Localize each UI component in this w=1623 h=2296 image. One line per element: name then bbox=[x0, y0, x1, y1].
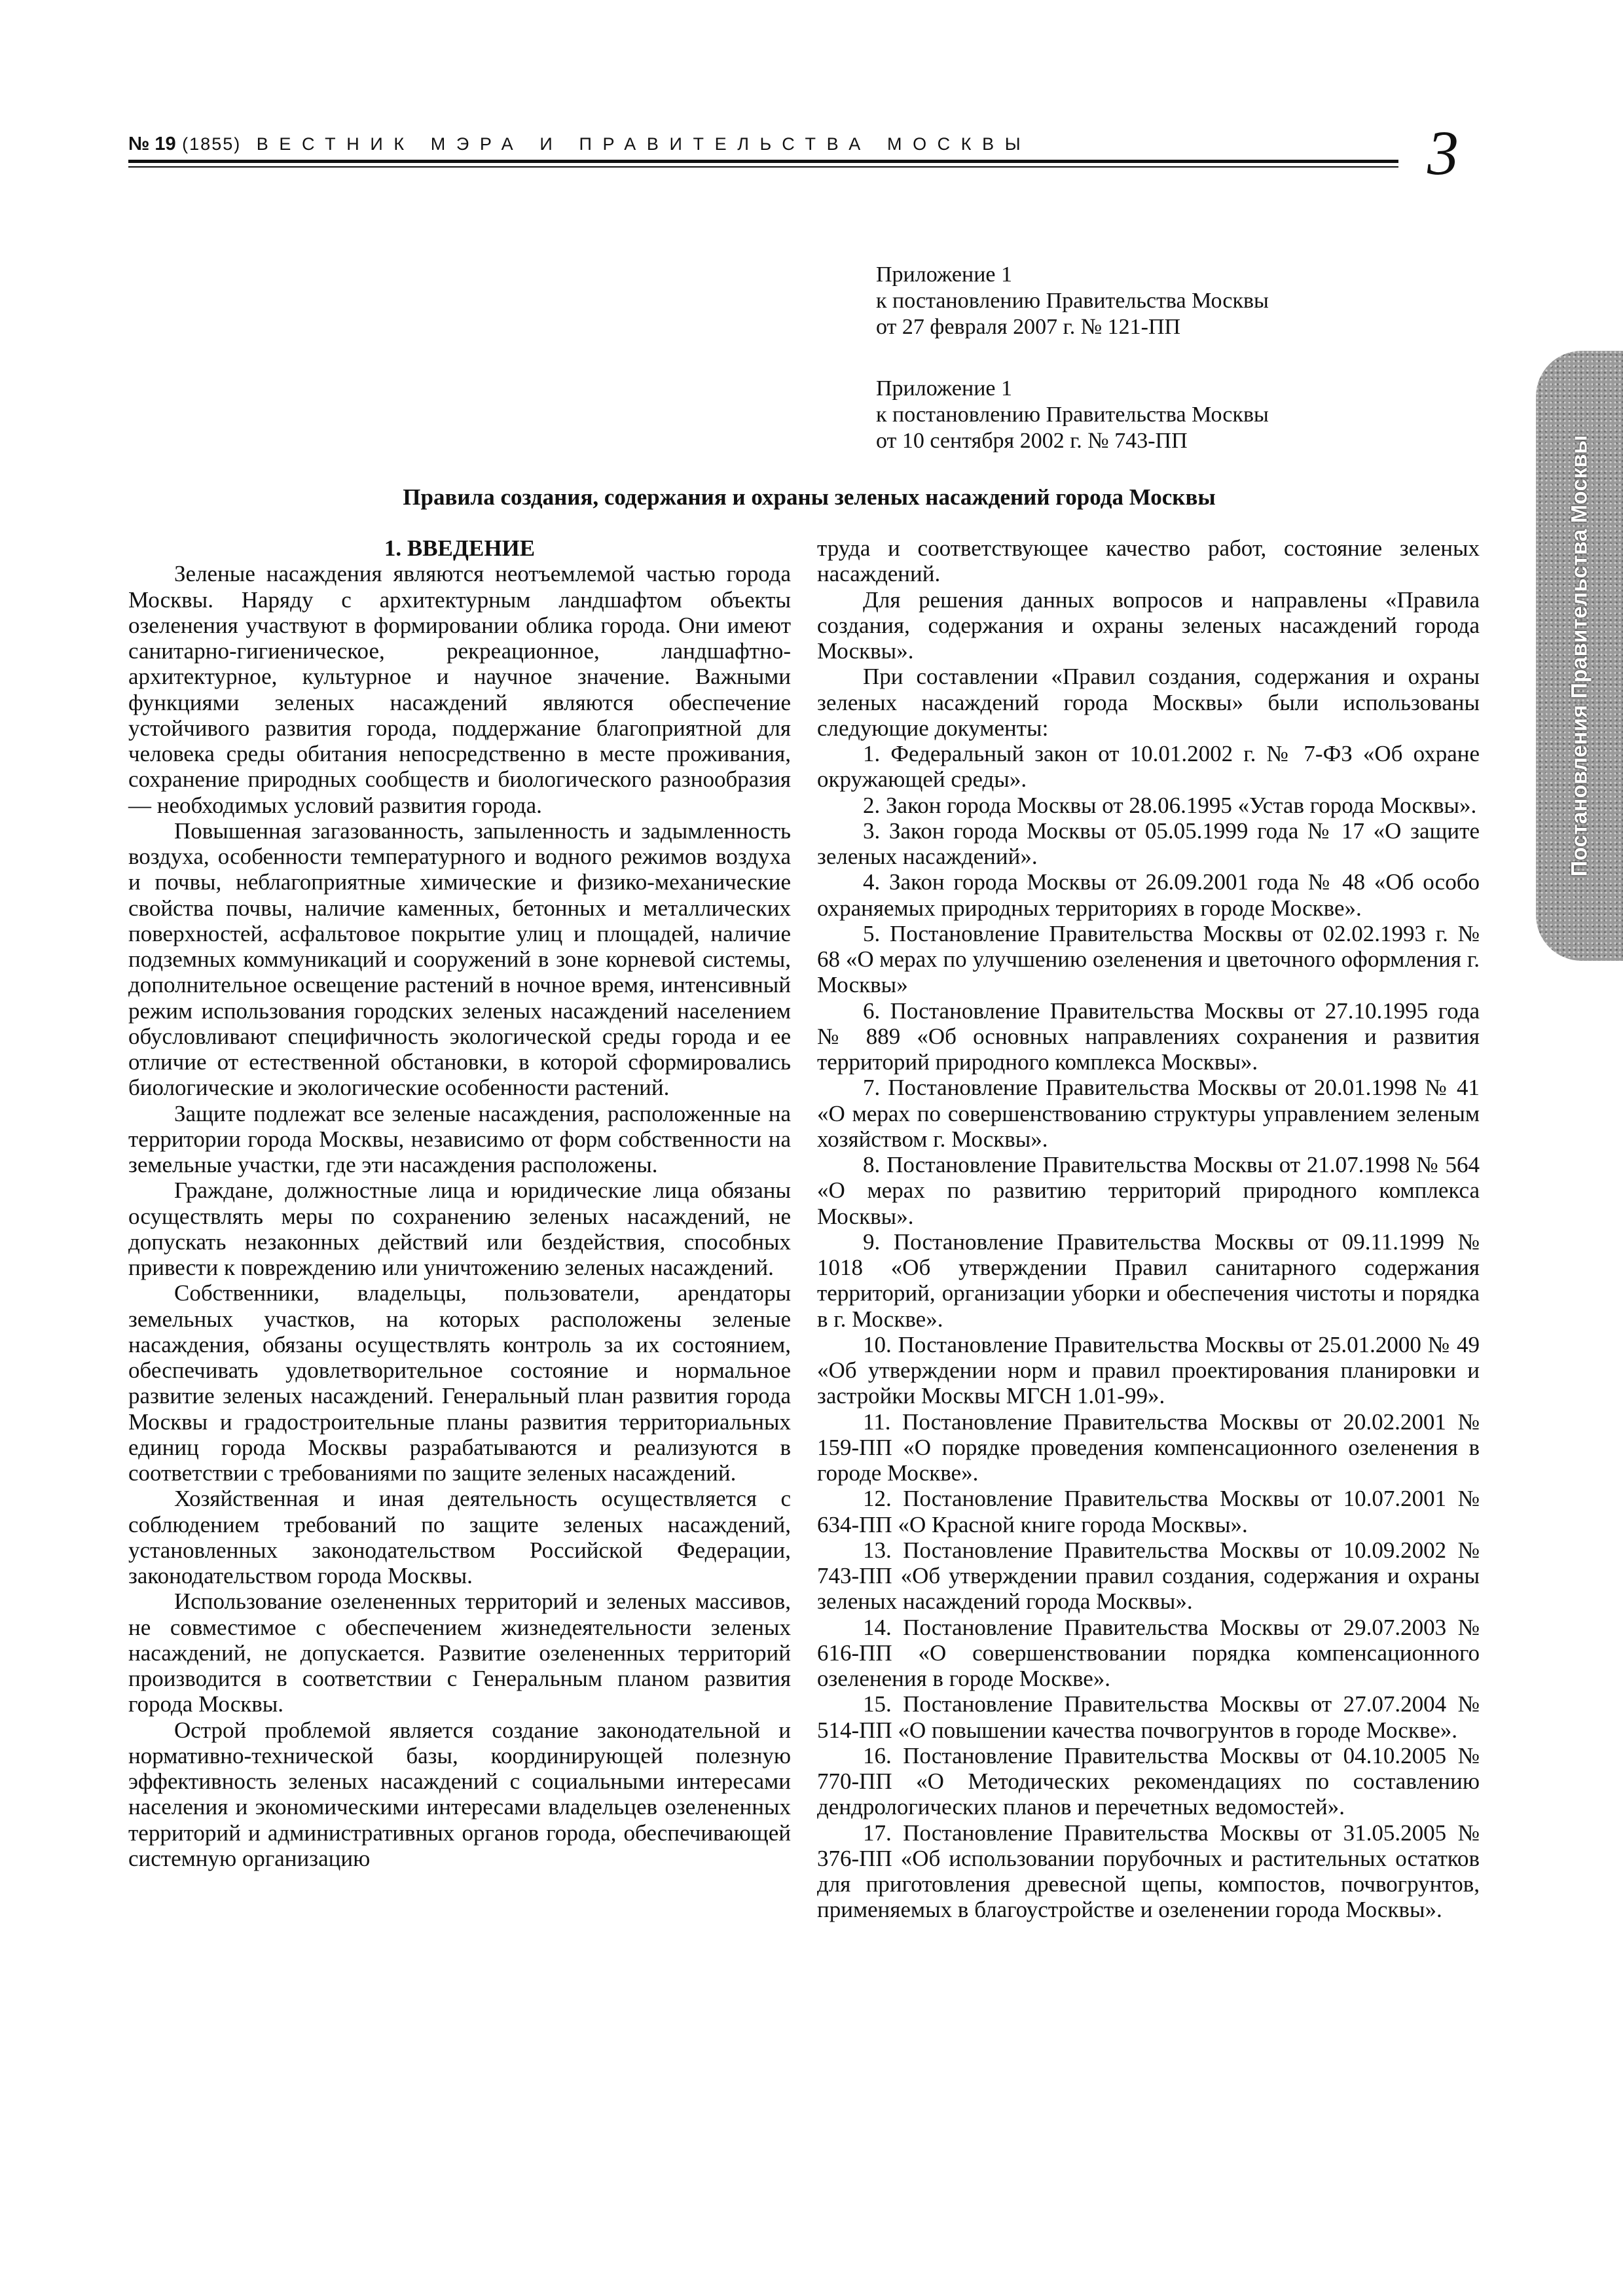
left-column bbox=[128, 535, 791, 1871]
appendix-line: к постановлению Правительства Москвы bbox=[876, 289, 1269, 313]
publication-title: ВЕСТНИК МЭРА И ПРАВИТЕЛЬСТВА МОСКВЫ bbox=[256, 134, 1032, 154]
paragraph: Собственники, владельцы, пользователи, арендаторы земельных участков, на которых расположены зеленые насаждения, обязаны осуществлять контроль за их состоянием, обеспечивать удовлетворительное состояние и нормальное развитие зеленых насаждений. Генеральный план развития города Москвы и градостроительные планы развития территориальных единиц города Москвы разрабатываются и реализуются в соответствии с требованиями по защите зеленых насаждений. bbox=[128, 1280, 791, 1486]
paragraph: Хозяйственная и иная деятельность осуществляется с соблюдением требований по защите зеленых насаждений, установленных законодательством Российской Федерации, законодательством города Москвы. bbox=[128, 1486, 791, 1588]
paragraph-continued: труда и соответствующее качество работ, состояние зеленых насаждений. bbox=[817, 535, 1480, 587]
page-number: 3 bbox=[1427, 118, 1459, 188]
list-item: 13. Постановление Правительства Москвы от 10.09.2002 № 743-ПП «Об утверждении правил создания, содержания и охраны зеленых насаждений города Москвы». bbox=[817, 1537, 1480, 1615]
paragraph: Использование озелененных территорий и зеленых массивов, не совместимое с обеспечением жизнедеятельности зеленых насаждений, не допускается. Развитие озелененных территорий производится в соответствии с Генеральным планом развития города Москвы. bbox=[128, 1588, 791, 1717]
list-item: 3. Закон города Москвы от 05.05.1999 года № 17 «О защите зеленых насаждений». bbox=[817, 817, 1480, 869]
right-column bbox=[817, 535, 1480, 1923]
paragraph: Защите подлежат все зеленые насаждения, расположенные на территории города Москвы, независимо от форм собственности на земельные участки, где эти насаждения расположены. bbox=[128, 1100, 791, 1177]
paragraph: Граждане, должностные лица и юридические лица обязаны осуществлять меры по сохранению зеленых насаждений, не допускать незаконных действий или бездействия, способных привести к повреждению или уничтожению зеленых насаждений. bbox=[128, 1177, 791, 1280]
paragraph: При составлении «Правил создания, содержания и охраны зеленых насаждений города Москвы» были использованы следующие документы: bbox=[817, 664, 1480, 741]
appendix-block-1 bbox=[876, 262, 1269, 340]
list-item: 1. Федеральный закон от 10.01.2002 г. № 7-ФЗ «Об охране окружающей среды». bbox=[817, 741, 1480, 793]
appendix-line: от 27 февраля 2007 г. № 121-ПП bbox=[876, 315, 1181, 339]
appendix-line: к постановлению Правительства Москвы bbox=[876, 403, 1269, 427]
paragraph: Зеленые насаждения являются неотъемлемой частью города Москвы. Наряду с архитектурным ландшафтом объекты озеленения участвуют в формировании облика города. Они имеют санитарно-гигиеническое, рекреационное, ландшафтно-архитектурное, культурное и научное значение. Важными функциями зеленых насаждений являются обеспечение устойчивого развития города, поддержание благоприятной для человека среды обитания непосредственно в месте проживания, сохранение природных сообществ и биологического разнообразия — необходимых условий развития города. bbox=[128, 561, 791, 818]
list-item: 6. Постановление Правительства Москвы от 27.10.1995 года № 889 «Об основных направлениях сохранения и развития территорий природного комплекса Москвы». bbox=[817, 997, 1480, 1075]
list-item: 4. Закон города Москвы от 26.09.2001 года № 48 «Об особо охраняемых природных территориях в городе Москве». bbox=[817, 869, 1480, 921]
list-item: 15. Постановление Правительства Москвы от 27.07.2004 № 514-ПП «О повышении качества почвогрунтов в городе Москве». bbox=[817, 1691, 1480, 1743]
paragraph: Повышенная загазованность, запыленность и задымленность воздуха, особенности температурного и водного режимов воздуха и почвы, неблагоприятные химические и физико-механические свойства почвы, наличие каменных, бетонных и металлических поверхностей, асфальтовое покрытие улиц и площадей, наличие подземных коммуникаций и сооружений в зоне корневой системы, дополнительное освещение растений в ночное время, интенсивный режим использования городских зеленых насаждений населением обусловливают специфичность экологической среды города и ее отличие от естественной обстановки, в которой сформировались биологические и экологические особенности растений. bbox=[128, 817, 791, 1101]
appendix-line: Приложение 1 bbox=[876, 376, 1012, 401]
issue-number: № 19 bbox=[128, 134, 176, 154]
list-item: 7. Постановление Правительства Москвы от 20.01.1998 № 41 «О мерах по совершенствованию структуры управлением зеленым хозяйством г. Москвы». bbox=[817, 1075, 1480, 1152]
list-item: 17. Постановление Правительства Москвы от 31.05.2005 № 376-ПП «Об использовании порубочных и растительных остатков для приготовления древесной щепы, компостов, почвогрунтов, применяемых в благоустройстве и озеленении города Москвы». bbox=[817, 1820, 1480, 1923]
list-item: 10. Постановление Правительства Москвы от 25.01.2000 № 49 «Об утверждении норм и правил проектирования планировки и застройки Москвы МГСН 1.01-99». bbox=[817, 1331, 1480, 1409]
header-rule-thick bbox=[128, 160, 1398, 163]
appendix-block-2 bbox=[876, 376, 1269, 454]
list-item: 11. Постановление Правительства Москвы от 20.02.2001 № 159-ПП «О порядке проведения компенсационного озеленения в городе Москве». bbox=[817, 1408, 1480, 1486]
side-tab-label: Постановления Правительства Москвы bbox=[1567, 435, 1592, 877]
section-side-tab bbox=[1536, 351, 1623, 961]
appendix-line: Приложение 1 bbox=[876, 262, 1012, 287]
header-line bbox=[128, 134, 1031, 155]
header-rule-thin bbox=[128, 166, 1398, 168]
paragraph: Для решения данных вопросов и направлены «Правила создания, содержания и охраны зеленых насаждений города Москвы». bbox=[817, 586, 1480, 664]
list-item: 9. Постановление Правительства Москвы от 09.11.1999 № 1018 «Об утверждении Правил санитарного содержания территорий, организации уборки и обеспечения чистоты и порядка в г. Москве». bbox=[817, 1229, 1480, 1332]
section-heading: 1. ВВЕДЕНИЕ bbox=[384, 535, 536, 561]
list-item: 5. Постановление Правительства Москвы от 02.02.1993 г. № 68 «О мерах по улучшению озеленения и цветочного оформления г. Москвы» bbox=[817, 920, 1480, 998]
list-item: 16. Постановление Правительства Москвы от 04.10.2005 № 770-ПП «О Методических рекомендациях по составлению дендрологических планов и перечетных ведомостей». bbox=[817, 1742, 1480, 1820]
list-item: 8. Постановление Правительства Москвы от 21.07.1998 № 564 «О мерах по развитию территорий природного комплекса Москвы». bbox=[817, 1152, 1480, 1229]
list-item: 14. Постановление Правительства Москвы от 29.07.2003 № 616-ПП «О совершенствовании порядка компенсационного озеленения в городе Москве». bbox=[817, 1614, 1480, 1691]
list-item: 2. Закон города Москвы от 28.06.1995 «Устав города Москвы». bbox=[863, 792, 1477, 818]
document-title: Правила создания, содержания и охраны зеленых насаждений города Москвы bbox=[403, 484, 1216, 510]
appendix-line: от 10 сентября 2002 г. № 743-ПП bbox=[876, 429, 1188, 453]
issue-total: (1855) bbox=[182, 134, 242, 154]
running-header bbox=[128, 128, 1405, 168]
paragraph: Острой проблемой является создание законодательной и нормативно-технической базы, координирующей полезную эффективность зеленых насаждений с социальными интересами населения и экономическими интересами владельцев озелененных территорий и административных органов города, обеспечивающей системную организацию bbox=[128, 1717, 791, 1871]
list-item: 12. Постановление Правительства Москвы от 10.07.2001 № 634-ПП «О Красной книге города Москвы». bbox=[817, 1486, 1480, 1537]
